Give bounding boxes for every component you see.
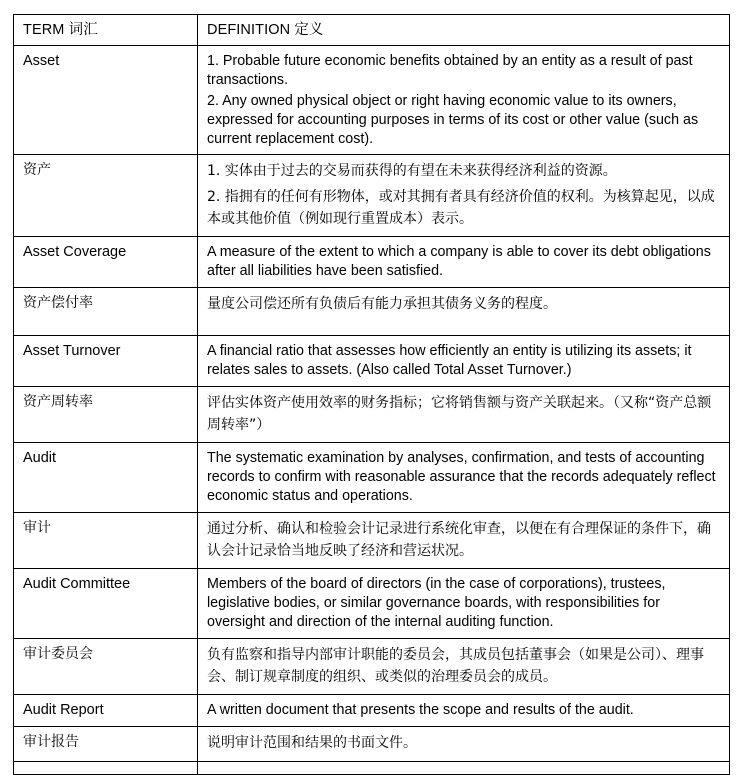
term-cell: Asset Turnover [14, 336, 198, 387]
table-body [14, 46, 730, 775]
definition-line: The systematic examination by analyses, confirmation, and tests of accounting records to confirm with reasonable assurance that the records adequately reflect economic status and operations. [207, 450, 716, 505]
term-cell: Audit [14, 443, 198, 513]
header-row [14, 15, 730, 46]
glossary-table [13, 14, 730, 775]
term-cell: Asset [14, 46, 198, 155]
term-cell [14, 761, 198, 774]
definition-line: 负有监察和指导内部审计职能的委员会，其成员包括董事会（如果是公司）、理事会、制订规章制度的组织、或类似的治理委员会的成员。 [207, 646, 704, 685]
definition-cell [198, 638, 730, 694]
table-row [14, 761, 730, 774]
definition-line: 评估实体资产使用效率的财务指标；它将销售额与资产关联起来。（又称“资产总额周转率”） [207, 394, 712, 433]
term-cell: Asset Coverage [14, 237, 198, 288]
table-row [14, 237, 730, 288]
table-row [14, 288, 730, 336]
definition-line: 2. Any owned physical object or right having economic value to its owners, expressed for accounting purposes in terms of its cost or other value (such as current replacement cost). [207, 92, 699, 147]
term-cell: Audit Report [14, 695, 198, 727]
column-header-definition: DEFINITION 定义 [198, 15, 730, 46]
term-cell: 资产周转率 [14, 386, 198, 442]
definition-line: 量度公司偿还所有负债后有能力承担其债务义务的程度。 [207, 296, 557, 313]
definition-line: Members of the board of directors (in the case of corporations), trustees, legislative bodies, or similar governance boards, with responsibilities for oversight and direction of the internal auditing function. [207, 576, 666, 630]
definition-line: 说明审计范围和结果的书面文件。 [207, 735, 417, 752]
definition-cell [198, 443, 730, 513]
definition-cell [198, 727, 730, 762]
table-row [14, 638, 730, 694]
definition-cell [198, 336, 730, 387]
definition-cell [198, 288, 730, 336]
definition-line: A financial ratio that assesses how efficiently an entity is utilizing its assets; it relates sales to assets. (Also called Total Asset Turnover.) [207, 343, 692, 379]
definition-cell [198, 761, 730, 774]
term-cell: 资产 [14, 155, 198, 237]
term-cell: Audit Committee [14, 569, 198, 639]
table-row [14, 443, 730, 513]
term-cell: 审计 [14, 512, 198, 568]
table-row [14, 569, 730, 639]
definition-line: 1. 实体由于过去的交易而获得的有望在未来获得经济利益的资源。 [207, 163, 617, 180]
definition-line: 1. Probable future economic benefits obtained by an entity as a result of past transactions. [207, 53, 693, 88]
table-row [14, 336, 730, 387]
definition-cell [198, 569, 730, 639]
term-cell: 审计报告 [14, 727, 198, 762]
definition-line: 2. 指拥有的任何有形物体，或对其拥有者具有经济价值的权利。为核算起见，以成本或其他价值（例如现行重置成本）表示。 [207, 189, 715, 227]
definition-cell [198, 155, 730, 237]
table-row [14, 46, 730, 155]
definition-cell [198, 386, 730, 442]
column-header-term: TERM 词汇 [14, 15, 198, 46]
definition-line: A measure of the extent to which a company is able to cover its debt obligations after all liabilities have been satisfied. [207, 244, 711, 280]
definition-line: 通过分析、确认和检验会计记录进行系统化审查，以便在有合理保证的条件下，确认会计记录恰当地反映了经济和营运状况。 [207, 520, 711, 559]
table-row [14, 386, 730, 442]
table-header [14, 15, 730, 46]
definition-cell [198, 512, 730, 568]
term-cell: 审计委员会 [14, 638, 198, 694]
table-row [14, 155, 730, 237]
table-row [14, 727, 730, 762]
definition-cell [198, 695, 730, 727]
definition-line: A written document that presents the scope and results of the audit. [207, 702, 634, 719]
table-row [14, 512, 730, 568]
definition-cell [198, 237, 730, 288]
table-row [14, 695, 730, 727]
definition-cell [198, 46, 730, 155]
term-cell: 资产偿付率 [14, 288, 198, 336]
